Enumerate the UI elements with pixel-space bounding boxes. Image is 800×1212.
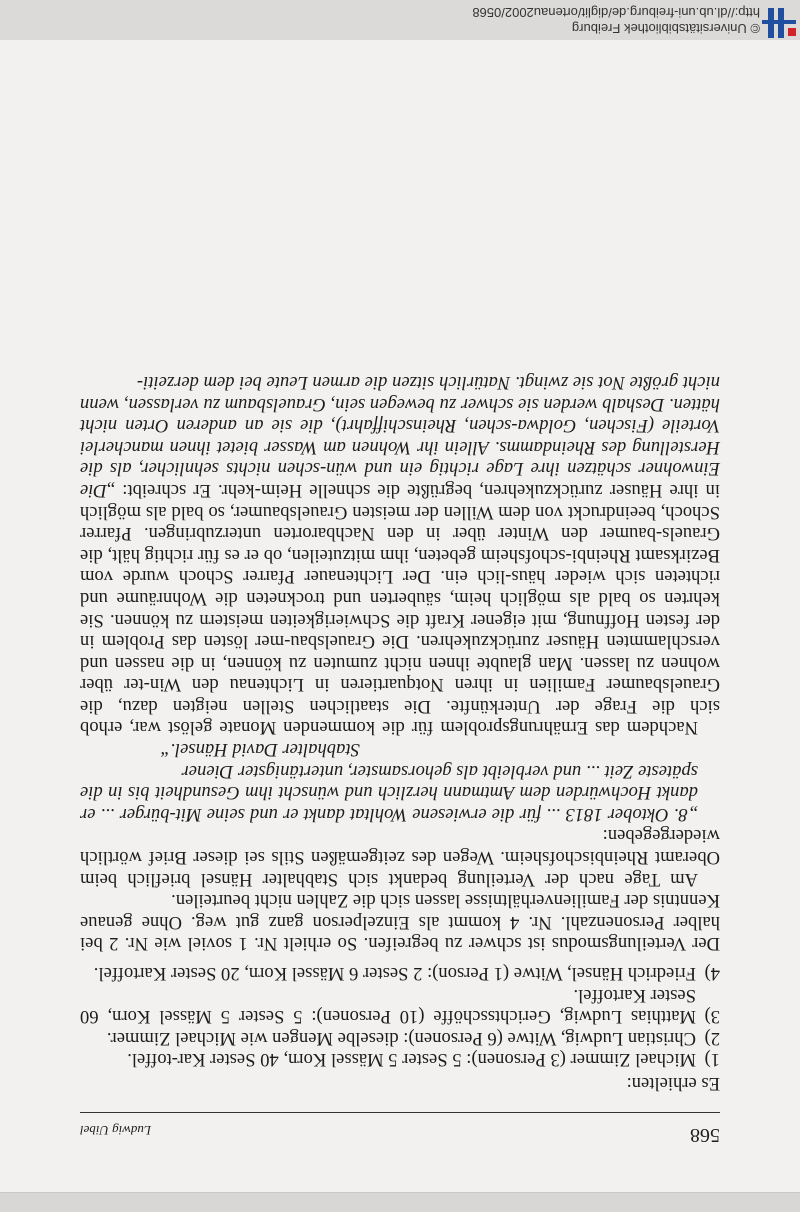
list-item: [80, 1027, 720, 1049]
list-text: Michael Zimmer (3 Personen): 5 Sester 5 Mässel Korn, 40 Sester Kar-toffel.: [127, 1049, 696, 1071]
list-text: Matthias Ludwig, Gerichtsschöffe (10 Personen): 5 Sester 5 Mässel Korn, 60 Sester Kartoffel.: [80, 984, 696, 1028]
library-logo-icon: [756, 2, 796, 38]
paragraph-text: Nachdem das Ernährungsproblem für die kommenden Monate gelöst war, erhob sich die Frage der Unterkünfte. Die staatlichen Stellen neigten dazu, die Grauelsbaumer Familien in ihren Notquartieren in Lichtenau den Win-ter über wohnen zu lassen. Man glaubte ihnen nicht zumuten zu können, in die nassen und verschlammten Häuser zurückzukehren. Die Grauelsbau-mer lösten das Problem in der festen Hoffnung, mit eigener Kraft die Schwierigkeiten meistern zu können. Sie kehrten so bald als möglich heim, säuberten und trockneten die Wohnräume und richteten sich wieder häus-lich ein. Der Lichtenauer Pfarrer Schoch wurde vom Bezirksamt Rheinbi-schofsheim gebeten, ihm mitzuteilen, ob er es für richtig hält, die Grauels-baumer den Winter über in den Nachbarorten unterzubringen. Pfarrer Schoch, beeindruckt von dem Willen der meisten Grauelsbaumer, so bald als möglich in ihre Häuser zurückzukehren, begrüßte die schnelle Heim-kehr. Er schreibt: „: [80, 479, 720, 739]
page-header: [80, 1112, 720, 1152]
list-text: Christian Ludwig, Witwe (6 Personen): dieselbe Mengen wie Michael Zimmer.: [106, 1027, 696, 1049]
list-item: [80, 1049, 720, 1071]
top-stripe: [0, 1192, 800, 1212]
page-body: [80, 371, 720, 1094]
paragraph-italic-quote: Die Einwohner schätzen ihre Lage richtig ein und wün-schen nichts sehnlicher, als die Herstellung des Rheindamms. Allein ihr Wohnen am Wasser bietet ihnen mancherlei Vorteile (Fischen, Goldwa-schen, Rheinschiffahrt), die sie an anderen Orten nicht hätten. Deshalb werden sie schwer zu bewegen sein, Grauelsbaum zu verlassen, wenn nicht größte Not sie zwingt. Natürlich sitzen die armen Leute bei dem derzeiti-: [80, 372, 720, 501]
paragraph: [80, 371, 720, 738]
paragraph: Am Tage nach der Verteilung bedankt sich Stabhalter Hänsel brieflich beim Oberamt Rheinbischofsheim. Wegen des zeitgemäßen Stils sei dieser Brief wörtlich wiedergegeben:: [80, 825, 720, 890]
list-number: 2): [704, 1027, 720, 1049]
footer-credit: © Universitätsbibliothek Freiburg: [571, 21, 760, 36]
letter-quote: „8. Oktober 1813 ... für die erwiesene Wohltat dankt er und seine Mit-bürger ... er dankt Hochwürden dem Amtmann herzlich und wünscht ihm Gesundheit bis in die späteste Zeit ... und verbleibt als gehorsamster, untertänigster Diener: [80, 760, 698, 825]
list-text: Friedrich Hänsel, Witwe (1 Person): 2 Sester 6 Mässel Korn, 20 Sester Kartoffel.: [93, 963, 696, 985]
paragraph: Der Verteilungsmodus ist schwer zu begreifen. So erhielt Nr. 1 soviel wie Nr. 2 bei halber Personenzahl. Nr. 4 kommt als Einzelperson ganz gut weg. Ohne genaue Kenntnis der Familienverhältnisse lassen sich die Zahlen nicht beurteilen.: [80, 890, 720, 955]
spacer: [80, 954, 720, 962]
library-footer: [0, 0, 800, 40]
list-number: 3): [704, 1006, 720, 1028]
list-number: 1): [704, 1049, 720, 1071]
footer-url-link[interactable]: http://dl.ub.uni-freiburg.de/diglit/ortenau2002/0568: [472, 5, 760, 20]
list-item: [80, 962, 720, 984]
letter-signature: Stabhalter David Hänsel.“: [160, 739, 360, 761]
intro-line: Es erhielten:: [626, 1073, 720, 1094]
list-item: [80, 984, 720, 1027]
list-number: 4): [704, 963, 720, 985]
page-number: 568: [690, 1124, 720, 1146]
running-author: Ludwig Uibel: [80, 1123, 152, 1138]
